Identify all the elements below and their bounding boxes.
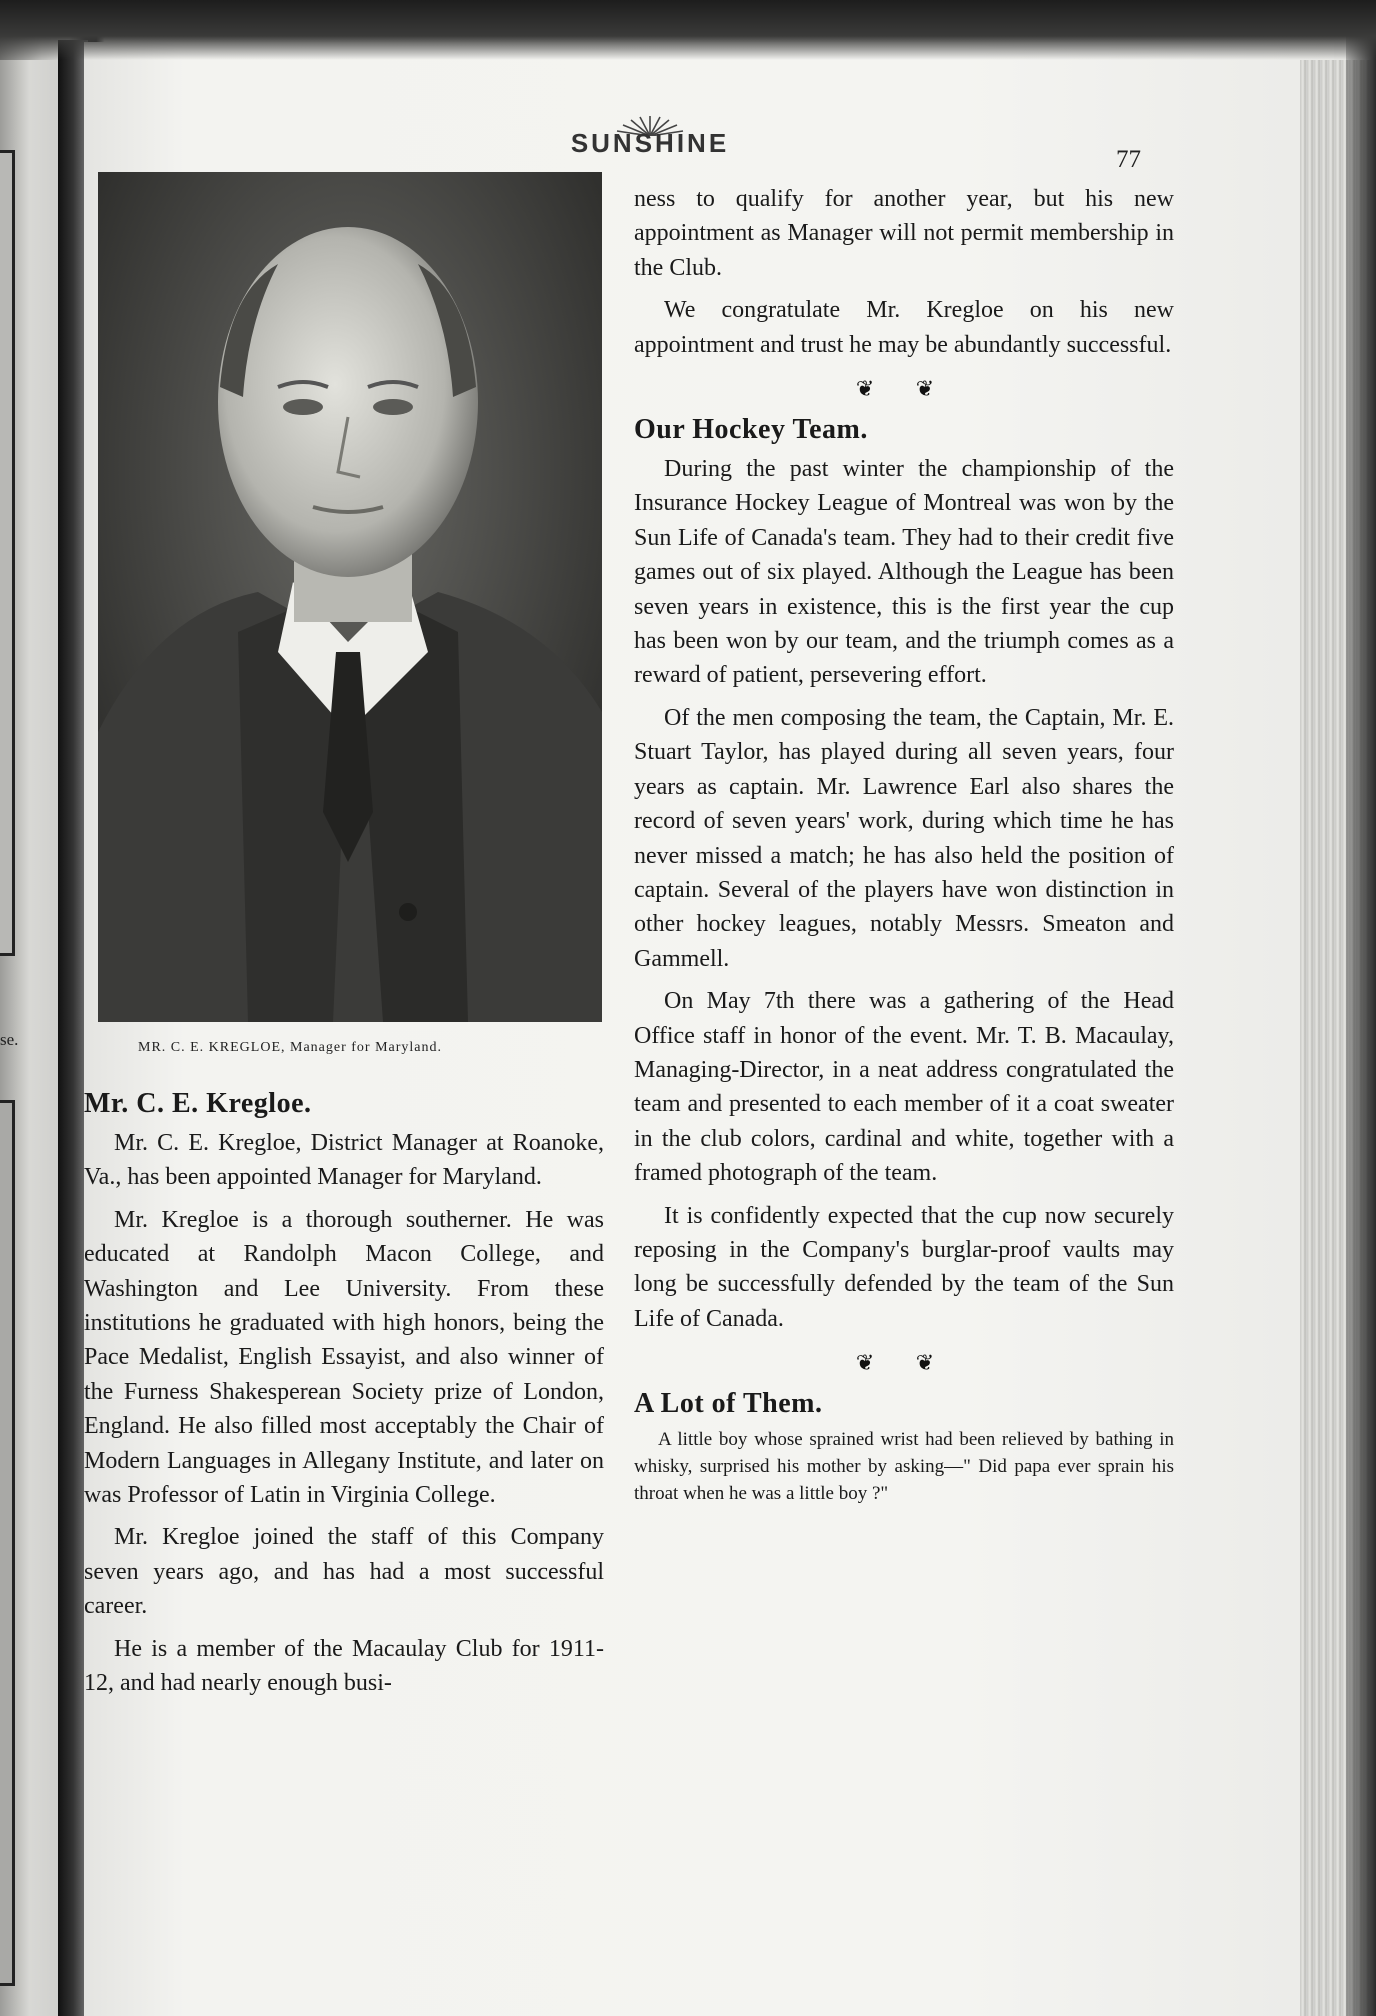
- left-page-photo-frame-top: [0, 150, 15, 956]
- kregloe-heading: Mr. C. E. Kregloe.: [84, 1088, 312, 1119]
- section-separator: ❦ ❦: [855, 376, 953, 402]
- kregloe-continuation: We congratulate Mr. Kregloe on his new appointment and trust he may be abundantly successful.: [634, 297, 1174, 358]
- left-page-text-fragment: se.: [0, 1030, 19, 1049]
- lot-paragraph: A little boy whose sprained wrist had been relieved by bathing in whisky, surprised his mother by asking—" Did papa ever sprain his throat when he was a little boy ?": [634, 1429, 1174, 1505]
- portrait-of-man-image: [98, 172, 602, 1022]
- kregloe-paragraph: Mr. Kregloe is a thorough southerner. He was educated at Randolph Macon College, and Washington and Lee University. From these institutions he graduated with high honors, being the Pace Medalist, English Essayist, and also winner of the Furness Shakesperean Society prize of London, England. He also filled most acceptably the Chair of Modern Languages in Allegany Institute, and later on was Professor of Latin in Virginia College.: [84, 1206, 604, 1509]
- left-column: [84, 1088, 604, 1709]
- page-number: 77: [1116, 146, 1141, 173]
- hockey-paragraph: Of the men composing the team, the Captain, Mr. E. Stuart Taylor, has played during all seven years, four years as captain. Mr. Lawrence Earl also shares the record of seven years' work, during which time he has never missed a match; he has also held the position of captain. Several of the players have won distinction in other hockey leagues, notably Messrs. Smeaton and Gammell.: [634, 704, 1174, 972]
- section-separator: ❦ ❦: [855, 1350, 953, 1376]
- right-column: [634, 182, 1174, 1507]
- kregloe-continuation: ness to qualify for another year, but his new appointment as Manager will not permit membership in the Club.: [634, 186, 1174, 281]
- kregloe-paragraph: Mr. C. E. Kregloe, District Manager at Roanoke, Va., has been appointed Manager for Maryland.: [84, 1130, 604, 1191]
- hockey-paragraph: During the past winter the championship of the Insurance Hockey League of Montreal was won by the Sun Life of Canada's team. They had to their credit five games out of six played. Although the League has been seven years in existence, this is the first year the cup has been won by our team, and the triumph comes as a reward of patient, persevering effort.: [634, 456, 1174, 689]
- lot-heading: A Lot of Them.: [634, 1388, 823, 1420]
- portrait-photo: [98, 172, 602, 1022]
- hockey-paragraph: On May 7th there was a gathering of the Head Office staff in honor of the event. Mr. T. B. Macaulay, Managing-Director, in a neat address congratulated the team and presented to each member of it a coat sweater in the club colors, cardinal and white, together with a framed photograph of the team.: [634, 988, 1174, 1187]
- masthead-title: SUNSHINE: [570, 128, 730, 158]
- kregloe-paragraph: Mr. Kregloe joined the staff of this Company seven years ago, and has had a most successful career.: [84, 1524, 604, 1620]
- kregloe-paragraph: He is a member of the Macaulay Club for 1911-12, and had nearly enough busi-: [84, 1635, 604, 1697]
- hockey-paragraph: It is confidently expected that the cup now securely reposing in the Company's burglar-proof vaults may long be successfully defended by the team of the Sun Life of Canada.: [634, 1202, 1174, 1332]
- portrait-caption: MR. C. E. KREGLOE, Manager for Maryland.: [138, 1040, 443, 1055]
- masthead: [555, 114, 745, 162]
- hockey-heading: Our Hockey Team.: [634, 414, 868, 446]
- right-shadow: [1346, 0, 1376, 2016]
- left-page-photo-frame-bottom: [0, 1100, 15, 1986]
- top-shadow: [0, 0, 1376, 60]
